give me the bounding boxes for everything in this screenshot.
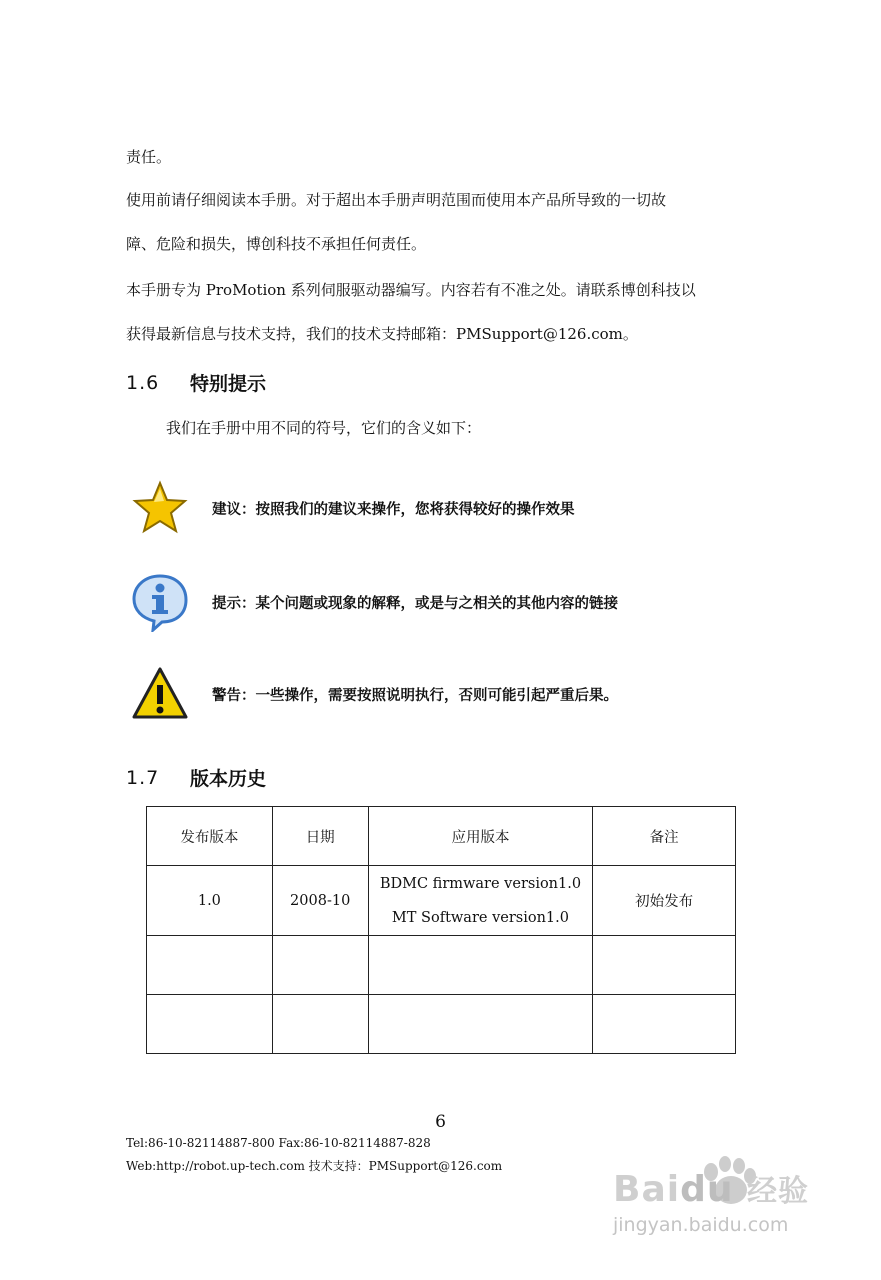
paragraph-4: 本手册专为 ProMotion 系列伺服驱动器编写。内容若有不准之处。请联系博创科技以 [126,281,696,299]
version-history-table [146,806,736,1054]
header-release-version: 发布版本 [147,807,273,866]
paragraph-1: 责任。 [126,148,172,166]
table-row [147,995,736,1054]
watermark-url: jingyan.baidu.com [613,1214,789,1236]
symbols-intro: 我们在手册中用不同的符号，它们的含义如下： [166,419,482,437]
empty-cell [368,936,593,995]
section-title: 版本历史 [190,768,267,790]
header-app-version: 应用版本 [368,807,593,866]
empty-cell [147,995,273,1054]
warning-icon [130,664,190,724]
note-tip [130,572,618,632]
empty-cell [593,995,736,1054]
cell-version: 1.0 [147,866,273,936]
section-title: 特别提示 [190,373,267,395]
paragraph-3: 障、危险和损失，博创科技不承担任何责任。 [126,235,427,253]
cell-date: 2008-10 [272,866,368,936]
app-version-line-2: MT Software version1.0 [391,909,569,926]
cell-remark: 初始发布 [593,866,736,936]
table-row [147,866,736,936]
footer-contact-line: Tel:86-10-82114887-800 Fax:86-10-82114887-828 [126,1136,431,1150]
note-warning-text: 警告：一些操作，需要按照说明执行，否则可能引起严重后果。 [212,687,618,704]
header-date: 日期 [272,807,368,866]
empty-cell [593,936,736,995]
empty-cell [147,936,273,995]
page-number: 6 [435,1112,446,1132]
note-tip-text: 提示：某个问题或现象的解释，或是与之相关的其他内容的链接 [212,595,618,612]
app-version-line-1: BDMC firmware version1.0 [379,875,582,892]
info-icon [130,572,190,632]
cell-app-version [368,866,593,936]
empty-cell [272,936,368,995]
watermark-brand-du: du [680,1169,734,1210]
note-warning [130,664,618,724]
empty-cell [368,995,593,1054]
baidu-jingyan-watermark [613,1148,823,1248]
empty-cell [272,995,368,1054]
section-heading-1-7 [126,764,266,791]
table-header-row [147,807,736,866]
paragraph-5: 获得最新信息与技术支持，我们的技术支持邮箱：PMSupport@126.com。 [126,325,638,343]
section-heading-1-6 [126,369,266,396]
header-remark: 备注 [593,807,736,866]
paragraph-2: 使用前请仔细阅读本手册。对于超出本手册声明范围而使用本产品所导致的一切故 [126,191,667,209]
section-number: 1.6 [126,371,160,394]
note-suggestion-text: 建议：按照我们的建议来操作，您将获得较好的操作效果 [212,501,575,518]
watermark-brand: Bai [613,1169,681,1210]
note-suggestion [130,478,575,538]
table-row [147,936,736,995]
section-number: 1.7 [126,766,160,789]
watermark-cn: 经验 [747,1174,810,1209]
star-icon [130,478,190,538]
footer-web-line: Web:http://robot.up-tech.com 技术支持：PMSupport@126.com [126,1159,503,1173]
